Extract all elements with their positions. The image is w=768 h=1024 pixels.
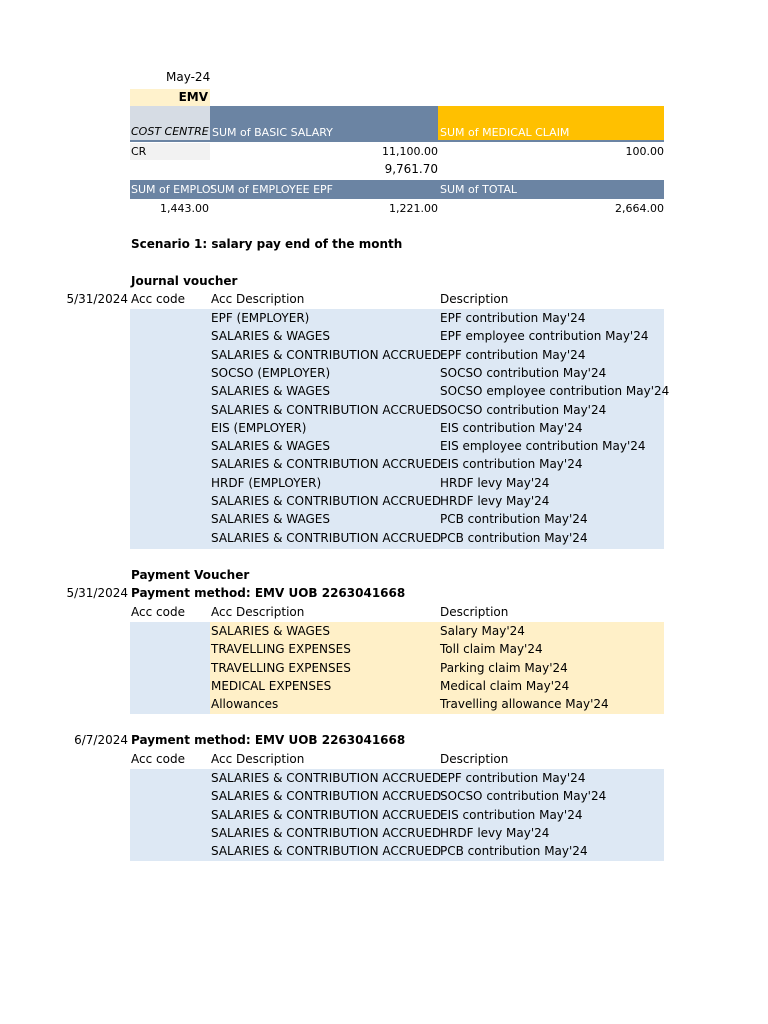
medical-claim-header bbox=[438, 106, 664, 142]
payment2-col-acc-code: Acc code bbox=[131, 752, 185, 766]
basic-salary-header-label: SUM of BASIC SALARY bbox=[212, 126, 333, 139]
employer-epf-value: 1,443.00 bbox=[160, 202, 209, 215]
description-cell: PCB contribution May'24 bbox=[440, 512, 588, 527]
payment1-code-column bbox=[130, 622, 210, 714]
description-cell: PCB contribution May'24 bbox=[440, 530, 588, 545]
acc-description-cell: TRAVELLING EXPENSES bbox=[211, 642, 351, 657]
payment1-col-acc-description: Acc Description bbox=[211, 605, 305, 619]
journal-date: 5/31/2024 bbox=[66, 292, 128, 306]
basic-salary-value: 11,100.00 bbox=[382, 145, 438, 158]
company-cell bbox=[130, 89, 210, 106]
company-label: EMV bbox=[178, 90, 208, 104]
acc-description-cell: MEDICAL EXPENSES bbox=[211, 678, 332, 693]
pivot2-header-row bbox=[130, 180, 664, 199]
description-cell: EPF contribution May'24 bbox=[440, 771, 586, 785]
acc-description-cell: SALARIES & WAGES bbox=[211, 329, 330, 344]
journal-col-description: Description bbox=[440, 292, 509, 306]
acc-description-cell: HRDF (EMPLOYER) bbox=[211, 475, 322, 490]
acc-description-cell: SALARIES & CONTRIBUTION ACCRUED bbox=[211, 844, 442, 859]
description-cell: EPF contribution May'24 bbox=[440, 311, 586, 325]
description-cell: Salary May'24 bbox=[440, 624, 525, 638]
acc-description-cell: SALARIES & CONTRIBUTION ACCRUED bbox=[211, 530, 442, 545]
journal-col-acc-code: Acc code bbox=[131, 292, 185, 306]
description-cell: Toll claim May'24 bbox=[440, 642, 543, 657]
journal-col-acc-description: Acc Description bbox=[211, 292, 305, 306]
acc-description-cell: SALARIES & CONTRIBUTION ACCRUED bbox=[211, 457, 442, 472]
acc-description-cell: SALARIES & CONTRIBUTION ACCRUED bbox=[211, 789, 442, 804]
acc-description-cell: SALARIES & CONTRIBUTION ACCRUED bbox=[211, 825, 442, 840]
payment2-col-acc-description: Acc Description bbox=[211, 752, 305, 766]
description-cell: EPF employee contribution May'24 bbox=[440, 329, 649, 344]
acc-description-cell: EPF (EMPLOYER) bbox=[211, 311, 310, 325]
acc-description-cell: TRAVELLING EXPENSES bbox=[211, 660, 351, 675]
acc-description-cell: SALARIES & CONTRIBUTION ACCRUED bbox=[211, 494, 442, 508]
acc-description-cell: SALARIES & WAGES bbox=[211, 384, 330, 399]
payment2-col-description: Description bbox=[440, 752, 509, 766]
employer-epf-header: SUM of EMPLO' bbox=[131, 183, 214, 196]
cost-centre-header bbox=[130, 106, 210, 142]
description-cell: PCB contribution May'24 bbox=[440, 844, 588, 859]
total-value: 2,664.00 bbox=[615, 202, 664, 215]
description-cell: SOCSO contribution May'24 bbox=[440, 402, 607, 417]
medical-claim-header-label: SUM of MEDICAL CLAIM bbox=[440, 126, 570, 139]
pivot1-header-row bbox=[130, 106, 664, 142]
acc-description-cell: SALARIES & WAGES bbox=[211, 624, 330, 638]
description-cell: HRDF levy May'24 bbox=[440, 494, 550, 508]
floating-total-value: 9,761.70 bbox=[384, 162, 438, 176]
employee-epf-value: 1,221.00 bbox=[389, 202, 438, 215]
description-cell: EIS contribution May'24 bbox=[440, 420, 583, 435]
acc-description-cell: EIS (EMPLOYER) bbox=[211, 420, 307, 435]
description-cell: EIS contribution May'24 bbox=[440, 807, 583, 822]
description-cell: Medical claim May'24 bbox=[440, 678, 570, 693]
acc-description-cell: Allowances bbox=[211, 697, 279, 712]
payment2-date: 6/7/2024 bbox=[74, 733, 128, 747]
cost-centre-value: CR bbox=[131, 145, 147, 158]
description-cell: EIS employee contribution May'24 bbox=[440, 439, 646, 454]
description-cell: EPF contribution May'24 bbox=[440, 347, 586, 362]
acc-description-cell: SOCSO (EMPLOYER) bbox=[211, 365, 331, 380]
description-cell: EIS contribution May'24 bbox=[440, 457, 583, 472]
description-cell: Travelling allowance May'24 bbox=[440, 697, 609, 712]
employee-epf-header: SUM of EMPLOYEE EPF bbox=[210, 183, 334, 196]
total-header: SUM of TOTAL bbox=[440, 183, 518, 196]
journal-title: Journal voucher bbox=[131, 274, 238, 288]
basic-salary-header bbox=[210, 106, 438, 142]
acc-description-cell: SALARIES & CONTRIBUTION ACCRUED bbox=[211, 402, 442, 417]
medical-claim-value: 100.00 bbox=[625, 145, 664, 158]
payment-voucher-title: Payment Voucher bbox=[131, 568, 250, 582]
description-cell: SOCSO contribution May'24 bbox=[440, 789, 607, 804]
cost-centre-header-label: COST CENTRE bbox=[131, 125, 209, 138]
payment1-col-acc-code: Acc code bbox=[131, 605, 185, 619]
description-cell: HRDF levy May'24 bbox=[440, 475, 550, 490]
description-cell: Parking claim May'24 bbox=[440, 660, 568, 675]
month-label: May-24 bbox=[166, 70, 211, 84]
payment2-method: Payment method: EMV UOB 2263041668 bbox=[131, 733, 406, 747]
acc-description-cell: SALARIES & WAGES bbox=[211, 512, 330, 527]
acc-description-cell: SALARIES & CONTRIBUTION ACCRUED bbox=[211, 347, 442, 362]
acc-description-cell: SALARIES & WAGES bbox=[211, 439, 330, 454]
acc-description-cell: SALARIES & CONTRIBUTION ACCRUED bbox=[211, 807, 442, 822]
description-cell: SOCSO employee contribution May'24 bbox=[440, 384, 670, 399]
description-cell: HRDF levy May'24 bbox=[440, 825, 550, 840]
payment1-date: 5/31/2024 bbox=[66, 586, 128, 600]
payment1-method: Payment method: EMV UOB 2263041668 bbox=[131, 586, 406, 600]
description-cell: SOCSO contribution May'24 bbox=[440, 365, 607, 380]
acc-description-cell: SALARIES & CONTRIBUTION ACCRUED bbox=[211, 771, 442, 785]
scenario-title: Scenario 1: salary pay end of the month bbox=[131, 237, 403, 251]
payment1-col-description: Description bbox=[440, 605, 509, 619]
